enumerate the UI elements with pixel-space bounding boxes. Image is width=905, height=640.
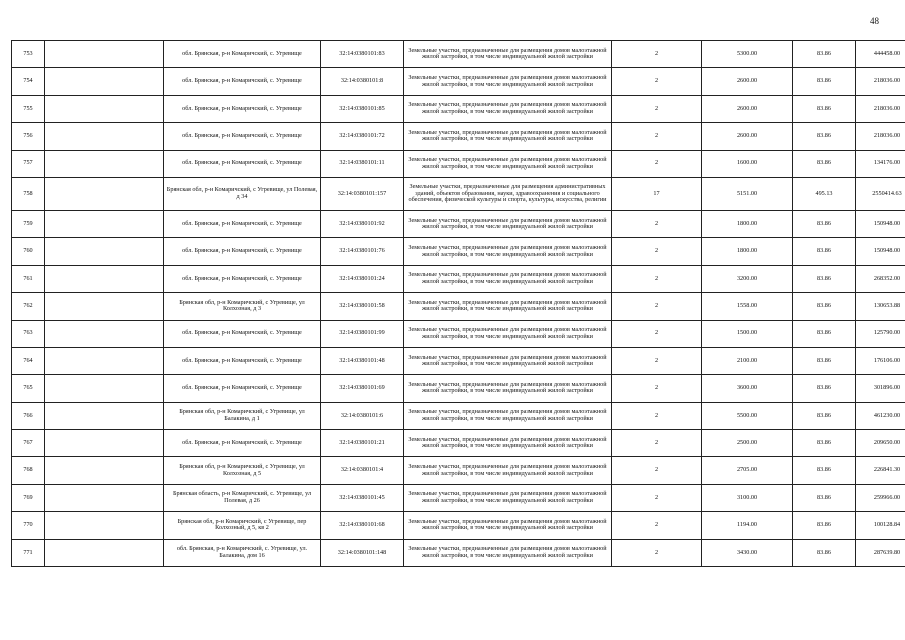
address-cell: Брянская обл, р-н Комаричский, с Угревище, пер Колхозный, д 5, кв 2 (164, 512, 321, 539)
address-cell: Брянская обл, р-н Комаричский, с Угревище, ул Балакина, д 1 (164, 402, 321, 429)
area-cell: 3600.00 (702, 375, 793, 402)
specific-value-cell: 83.86 (793, 375, 856, 402)
address-cell: обл. Брянская, р-н Комаричский, с. Угревище (164, 95, 321, 122)
empty-cell (45, 150, 164, 177)
table-row (12, 210, 905, 237)
category-code-cell: 2 (612, 150, 702, 177)
cadastral-value-cell: 259966.00 (856, 484, 905, 511)
row-number-cell: 759 (12, 210, 45, 237)
table-row (12, 95, 905, 122)
area-cell: 1194.00 (702, 512, 793, 539)
address-cell: обл. Брянская, р-н Комаричский, с. Угревище (164, 41, 321, 68)
specific-value-cell: 83.86 (793, 484, 856, 511)
category-code-cell: 2 (612, 95, 702, 122)
category-code-cell: 17 (612, 177, 702, 210)
address-cell: обл. Брянская, р-н Комаричский, с. Угревище (164, 150, 321, 177)
area-cell: 2600.00 (702, 68, 793, 95)
cadastral-value-cell: 444458.00 (856, 41, 905, 68)
cadastral-number-cell: 32:14:0380101:68 (321, 512, 404, 539)
empty-cell (45, 41, 164, 68)
empty-cell (45, 512, 164, 539)
address-cell: обл. Брянская, р-н Комаричский, с. Угревище (164, 210, 321, 237)
specific-value-cell: 495.13 (793, 177, 856, 210)
category-code-cell: 2 (612, 375, 702, 402)
empty-cell (45, 238, 164, 265)
address-cell: обл. Брянская, р-н Комаричский, с. Угревище (164, 68, 321, 95)
empty-cell (45, 293, 164, 320)
row-number-cell: 770 (12, 512, 45, 539)
address-cell: обл. Брянская, р-н Комаричский, с. Угревище, ул. Балакина, дом 16 (164, 539, 321, 566)
empty-cell (45, 347, 164, 374)
cadastral-value-cell: 301896.00 (856, 375, 905, 402)
cadastral-number-cell: 32:14:0380101:6 (321, 402, 404, 429)
category-code-cell: 2 (612, 210, 702, 237)
row-number-cell: 753 (12, 41, 45, 68)
address-cell: Брянская обл, р-н Комаричский, с Угревище, ул Колхозная, д 5 (164, 457, 321, 484)
table-row (12, 402, 905, 429)
area-cell: 1600.00 (702, 150, 793, 177)
table-row (12, 375, 905, 402)
land-use-cell: Земельные участки, предназначенные для размещения домов малоэтажной жилой застройки, в том числе индивидуальной жилой застройки (404, 430, 612, 457)
address-cell: обл. Брянская, р-н Комаричский, с. Угревище (164, 123, 321, 150)
cadastral-value-cell: 150948.00 (856, 210, 905, 237)
table-row (12, 320, 905, 347)
cadastral-number-cell: 32:14:0380101:48 (321, 347, 404, 374)
specific-value-cell: 83.86 (793, 457, 856, 484)
address-cell: обл. Брянская, р-н Комаричский, с. Угревище (164, 320, 321, 347)
empty-cell (45, 320, 164, 347)
cadastral-value-cell: 218036.00 (856, 123, 905, 150)
area-cell: 1800.00 (702, 210, 793, 237)
table-row (12, 293, 905, 320)
specific-value-cell: 83.86 (793, 95, 856, 122)
area-cell: 2600.00 (702, 95, 793, 122)
table-row (12, 123, 905, 150)
specific-value-cell: 83.86 (793, 402, 856, 429)
land-use-cell: Земельные участки, предназначенные для размещения домов малоэтажной жилой застройки, в том числе индивидуальной жилой застройки (404, 238, 612, 265)
address-cell: Брянская обл, р-н Комаричский, с Угревище, ул Полевая, д 34 (164, 177, 321, 210)
area-cell: 2705.00 (702, 457, 793, 484)
cadastral-value-cell: 134176.00 (856, 150, 905, 177)
table-row (12, 41, 905, 68)
category-code-cell: 2 (612, 512, 702, 539)
area-cell: 3200.00 (702, 265, 793, 292)
table-row (12, 539, 905, 566)
row-number-cell: 760 (12, 238, 45, 265)
row-number-cell: 757 (12, 150, 45, 177)
category-code-cell: 2 (612, 68, 702, 95)
empty-cell (45, 210, 164, 237)
row-number-cell: 764 (12, 347, 45, 374)
cadastral-number-cell: 32:14:0380101:99 (321, 320, 404, 347)
land-use-cell: Земельные участки, предназначенные для размещения домов малоэтажной жилой застройки, в том числе индивидуальной жилой застройки (404, 457, 612, 484)
cadastral-value-cell: 130653.88 (856, 293, 905, 320)
specific-value-cell: 83.86 (793, 539, 856, 566)
category-code-cell: 2 (612, 265, 702, 292)
empty-cell (45, 402, 164, 429)
land-use-cell: Земельные участки, предназначенные для размещения домов малоэтажной жилой застройки, в том числе индивидуальной жилой застройки (404, 347, 612, 374)
empty-cell (45, 539, 164, 566)
land-use-cell: Земельные участки, предназначенные для размещения домов малоэтажной жилой застройки, в том числе индивидуальной жилой застройки (404, 95, 612, 122)
empty-cell (45, 457, 164, 484)
cadastral-number-cell: 32:14:0380101:58 (321, 293, 404, 320)
row-number-cell: 758 (12, 177, 45, 210)
page-number: 48 (870, 16, 879, 26)
category-code-cell: 2 (612, 320, 702, 347)
row-number-cell: 767 (12, 430, 45, 457)
specific-value-cell: 83.86 (793, 320, 856, 347)
category-code-cell: 2 (612, 457, 702, 484)
land-use-cell: Земельные участки, предназначенные для размещения домов малоэтажной жилой застройки, в том числе индивидуальной жилой застройки (404, 68, 612, 95)
address-cell: обл. Брянская, р-н Комаричский, с. Угревище (164, 347, 321, 374)
cadastral-number-cell: 32:14:0380101:11 (321, 150, 404, 177)
table-row (12, 347, 905, 374)
cadastral-value-cell: 176106.00 (856, 347, 905, 374)
area-cell: 5300.00 (702, 41, 793, 68)
table-row (12, 430, 905, 457)
category-code-cell: 2 (612, 430, 702, 457)
land-use-cell: Земельные участки, предназначенные для размещения административных зданий, объектов образования, науки, здравоохранения и социального обеспечения, физической культуры и спорта, культуры, искусства, религии (404, 177, 612, 210)
cadastral-number-cell: 32:14:0380101:76 (321, 238, 404, 265)
area-cell: 1558.00 (702, 293, 793, 320)
specific-value-cell: 83.86 (793, 347, 856, 374)
area-cell: 1500.00 (702, 320, 793, 347)
cadastral-value-cell: 268352.00 (856, 265, 905, 292)
land-use-cell: Земельные участки, предназначенные для размещения домов малоэтажной жилой застройки, в том числе индивидуальной жилой застройки (404, 375, 612, 402)
category-code-cell: 2 (612, 123, 702, 150)
address-cell: обл. Брянская, р-н Комаричский, с. Угревище (164, 265, 321, 292)
specific-value-cell: 83.86 (793, 265, 856, 292)
cadastral-number-cell: 32:14:0380101:21 (321, 430, 404, 457)
cadastral-value-cell: 100128.84 (856, 512, 905, 539)
land-use-cell: Земельные участки, предназначенные для размещения домов малоэтажной жилой застройки, в том числе индивидуальной жилой застройки (404, 320, 612, 347)
cadastral-number-cell: 32:14:0380101:85 (321, 95, 404, 122)
specific-value-cell: 83.86 (793, 293, 856, 320)
row-number-cell: 755 (12, 95, 45, 122)
land-use-cell: Земельные участки, предназначенные для размещения домов малоэтажной жилой застройки, в том числе индивидуальной жилой застройки (404, 123, 612, 150)
table-row (12, 150, 905, 177)
cadastral-number-cell: 32:14:0380101:92 (321, 210, 404, 237)
cadastral-value-cell: 226841.30 (856, 457, 905, 484)
land-use-cell: Земельные участки, предназначенные для размещения домов малоэтажной жилой застройки, в том числе индивидуальной жилой застройки (404, 265, 612, 292)
row-number-cell: 756 (12, 123, 45, 150)
table-row (12, 177, 905, 210)
empty-cell (45, 68, 164, 95)
land-use-cell: Земельные участки, предназначенные для размещения домов малоэтажной жилой застройки, в том числе индивидуальной жилой застройки (404, 512, 612, 539)
area-cell: 3430.00 (702, 539, 793, 566)
land-use-cell: Земельные участки, предназначенные для размещения домов малоэтажной жилой застройки, в том числе индивидуальной жилой застройки (404, 484, 612, 511)
empty-cell (45, 177, 164, 210)
cadastral-number-cell: 32:14:0380101:69 (321, 375, 404, 402)
row-number-cell: 769 (12, 484, 45, 511)
cadastral-number-cell: 32:14:0380101:8 (321, 68, 404, 95)
area-cell: 2100.00 (702, 347, 793, 374)
empty-cell (45, 484, 164, 511)
row-number-cell: 762 (12, 293, 45, 320)
cadastral-value-cell: 2550414.63 (856, 177, 905, 210)
address-cell: обл. Брянская, р-н Комаричский, с. Угревище (164, 238, 321, 265)
specific-value-cell: 83.86 (793, 210, 856, 237)
empty-cell (45, 375, 164, 402)
address-cell: обл. Брянская, р-н Комаричский, с. Угревище (164, 430, 321, 457)
cadastral-number-cell: 32:14:0380101:72 (321, 123, 404, 150)
table-row (12, 512, 905, 539)
empty-cell (45, 430, 164, 457)
row-number-cell: 754 (12, 68, 45, 95)
address-cell: обл. Брянская, р-н Комаричский, с. Угревище (164, 375, 321, 402)
table-row (12, 68, 905, 95)
area-cell: 3100.00 (702, 484, 793, 511)
category-code-cell: 2 (612, 238, 702, 265)
category-code-cell: 2 (612, 293, 702, 320)
cadastral-value-cell: 209650.00 (856, 430, 905, 457)
area-cell: 2500.00 (702, 430, 793, 457)
category-code-cell: 2 (612, 539, 702, 566)
table-row (12, 238, 905, 265)
cadastral-number-cell: 32:14:0380101:45 (321, 484, 404, 511)
cadastral-value-cell: 218036.00 (856, 68, 905, 95)
cadastral-number-cell: 32:14:0380101:24 (321, 265, 404, 292)
land-use-cell: Земельные участки, предназначенные для размещения домов малоэтажной жилой застройки, в том числе индивидуальной жилой застройки (404, 402, 612, 429)
address-cell: Брянская область, р-н Комаричский, с. Угревище, ул Полевая, д 26 (164, 484, 321, 511)
cadastral-value-cell: 150948.00 (856, 238, 905, 265)
row-number-cell: 763 (12, 320, 45, 347)
empty-cell (45, 95, 164, 122)
row-number-cell: 766 (12, 402, 45, 429)
row-number-cell: 761 (12, 265, 45, 292)
specific-value-cell: 83.86 (793, 68, 856, 95)
cadastral-value-cell: 287639.80 (856, 539, 905, 566)
address-cell: Брянская обл, р-н Комаричский, с Угревище, ул Колхозная, д 3 (164, 293, 321, 320)
empty-cell (45, 265, 164, 292)
specific-value-cell: 83.86 (793, 123, 856, 150)
table-row (12, 265, 905, 292)
cadastral-number-cell: 32:14:0380101:4 (321, 457, 404, 484)
category-code-cell: 2 (612, 41, 702, 68)
land-use-cell: Земельные участки, предназначенные для размещения домов малоэтажной жилой застройки, в том числе индивидуальной жилой застройки (404, 41, 612, 68)
category-code-cell: 2 (612, 347, 702, 374)
row-number-cell: 771 (12, 539, 45, 566)
row-number-cell: 765 (12, 375, 45, 402)
category-code-cell: 2 (612, 484, 702, 511)
land-use-cell: Земельные участки, предназначенные для размещения домов малоэтажной жилой застройки, в том числе индивидуальной жилой застройки (404, 293, 612, 320)
specific-value-cell: 83.86 (793, 41, 856, 68)
cadastral-number-cell: 32:14:0380101:157 (321, 177, 404, 210)
area-cell: 5500.00 (702, 402, 793, 429)
land-registry-table (11, 40, 905, 567)
specific-value-cell: 83.86 (793, 430, 856, 457)
cadastral-value-cell: 461230.00 (856, 402, 905, 429)
table-row (12, 484, 905, 511)
row-number-cell: 768 (12, 457, 45, 484)
land-use-cell: Земельные участки, предназначенные для размещения домов малоэтажной жилой застройки, в том числе индивидуальной жилой застройки (404, 150, 612, 177)
empty-cell (45, 123, 164, 150)
cadastral-value-cell: 125790.00 (856, 320, 905, 347)
area-cell: 2600.00 (702, 123, 793, 150)
land-use-cell: Земельные участки, предназначенные для размещения домов малоэтажной жилой застройки, в том числе индивидуальной жилой застройки (404, 539, 612, 566)
cadastral-value-cell: 218036.00 (856, 95, 905, 122)
specific-value-cell: 83.86 (793, 150, 856, 177)
area-cell: 1800.00 (702, 238, 793, 265)
table-body (12, 41, 905, 567)
specific-value-cell: 83.86 (793, 238, 856, 265)
specific-value-cell: 83.86 (793, 512, 856, 539)
category-code-cell: 2 (612, 402, 702, 429)
area-cell: 5151.00 (702, 177, 793, 210)
land-use-cell: Земельные участки, предназначенные для размещения домов малоэтажной жилой застройки, в том числе индивидуальной жилой застройки (404, 210, 612, 237)
cadastral-number-cell: 32:14:0380101:148 (321, 539, 404, 566)
table-row (12, 457, 905, 484)
cadastral-number-cell: 32:14:0380101:83 (321, 41, 404, 68)
